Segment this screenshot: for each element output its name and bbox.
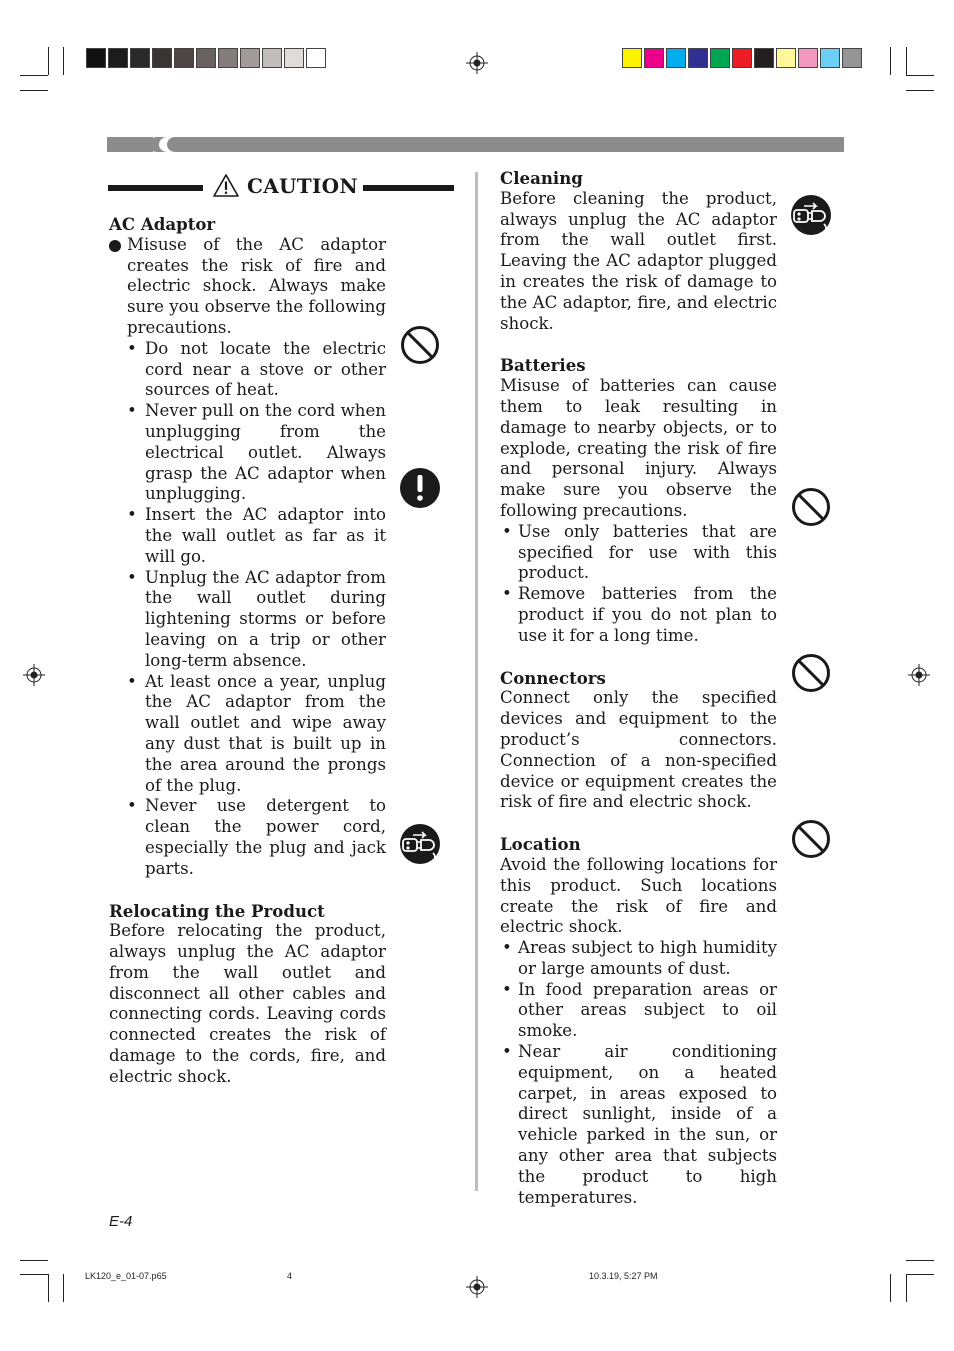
color-swatch	[688, 48, 708, 68]
color-swatch	[174, 48, 194, 68]
color-swatch	[622, 48, 642, 68]
registration-mark-icon	[23, 664, 45, 686]
prohibited-icon	[399, 324, 441, 366]
crop-mark	[906, 90, 934, 91]
batteries-precautions	[500, 522, 777, 647]
color-swatch	[710, 48, 730, 68]
crop-mark	[906, 1274, 934, 1275]
cleaning-heading: Cleaning	[500, 168, 583, 188]
ac-adaptor-heading: AC Adaptor	[109, 214, 216, 234]
ac-adaptor-intro-text: Misuse of the AC adaptor creates the risk of fire and electric shock. Always make sure you observe the following precautions.	[127, 234, 386, 337]
list-item: • Use only batteries that are specified for use with this product.	[500, 522, 777, 584]
column-divider	[475, 172, 478, 1191]
color-swatch	[196, 48, 216, 68]
footer-timestamp: 10.3.19, 5:27 PM	[589, 1271, 658, 1281]
list-item: • Remove batteries from the product if you do not plan to use it for a long time.	[500, 584, 777, 646]
header-bar-notch	[153, 137, 181, 152]
crop-mark	[906, 75, 934, 76]
list-item: • Insert the AC adaptor into the wall outlet as far as it will go.	[109, 505, 386, 567]
left-column	[109, 214, 386, 1088]
caution-rule-left	[108, 185, 203, 191]
crop-mark	[63, 47, 64, 75]
registration-mark-icon	[908, 664, 930, 686]
location-body: Avoid the following locations for this product. Such locations create the risk of fire and electric shock.	[500, 854, 777, 937]
color-swatch	[842, 48, 862, 68]
crop-mark	[48, 47, 49, 75]
header-bar	[180, 137, 844, 152]
list-item: • Do not locate the electric cord near a stove or other sources of heat.	[109, 339, 386, 401]
prohibited-icon	[790, 652, 832, 694]
unplug-icon	[399, 823, 441, 865]
header-bar-lead	[107, 137, 153, 152]
page-number: E-4	[109, 1213, 133, 1230]
bullet-dot	[109, 240, 121, 252]
connectors-body: Connect only the specified devices and equipment to the product’s connectors. Connection of a non-specified device or equipment creates the risk of fire and electric shock.	[500, 688, 777, 812]
list-item: • Never pull on the cord when unplugging from the electrical outlet. Always grasp the AC adaptor when unplugging.	[109, 401, 386, 505]
warning-triangle-icon	[212, 173, 240, 198]
relocating-body: Before relocating the product, always unplug the AC adaptor from the wall outlet and disconnect all other cables and connecting cords. Leaving cords connected creates the risk of damage to the cords, fire, and electric shock.	[109, 921, 386, 1086]
color-swatch	[798, 48, 818, 68]
ac-adaptor-intro	[109, 235, 386, 339]
prohibited-icon	[790, 486, 832, 528]
footer-filename: LK120_e_01-07.p65	[85, 1271, 167, 1281]
prohibited-icon	[790, 818, 832, 860]
location-list	[500, 938, 777, 1208]
connectors-heading: Connectors	[500, 667, 606, 688]
color-swatch	[776, 48, 796, 68]
color-swatch	[218, 48, 238, 68]
unplug-icon	[790, 194, 832, 236]
color-swatch	[306, 48, 326, 68]
crop-mark	[890, 1274, 891, 1302]
color-swatch	[86, 48, 106, 68]
cleaning-body: Before cleaning the product, always unplug the AC adaptor from the wall outlet first. Leaving the AC adaptor plugged in creates the risk of damage to the AC adaptor, fire, and electric shock.	[500, 188, 777, 333]
color-swatch	[240, 48, 260, 68]
batteries-body: Misuse of batteries can cause them to leak resulting in damage to nearby objects, or to explode, creating the risk of fire and personal injury. Always make sure you observe the following precautions.	[500, 376, 777, 520]
crop-mark	[20, 1260, 48, 1261]
crop-mark	[20, 90, 48, 91]
caution-rule-right	[363, 185, 454, 191]
crop-mark	[906, 1260, 934, 1261]
right-column	[500, 168, 777, 1208]
list-item: • In food preparation areas or other areas subject to oil smoke.	[500, 980, 777, 1042]
ac-adaptor-precautions	[109, 339, 386, 880]
crop-mark	[20, 75, 48, 76]
list-item: • Unplug the AC adaptor from the wall outlet during lightening storms or before leaving on a trip or other long-term absence.	[109, 568, 386, 672]
color-swatch	[820, 48, 840, 68]
list-item: • Near air conditioning equipment, on a heated carpet, in areas exposed to direct sunlight, inside of a vehicle parked in the sun, or any other area that subjects the product to high temperatures.	[500, 1042, 777, 1208]
registration-mark-icon	[466, 1276, 488, 1298]
color-swatch	[262, 48, 282, 68]
list-item: • Areas subject to high humidity or large amounts of dust.	[500, 938, 777, 980]
list-item: • Never use detergent to clean the power cord, especially the plug and jack parts.	[109, 796, 386, 879]
crop-mark	[890, 47, 891, 75]
color-swatch	[754, 48, 774, 68]
color-swatch	[130, 48, 150, 68]
color-swatch	[108, 48, 128, 68]
registration-mark-icon	[466, 52, 488, 74]
caution-title: CAUTION	[247, 174, 358, 198]
crop-mark	[63, 1274, 64, 1302]
list-item: • At least once a year, unplug the AC adaptor from the wall outlet and wipe away any dust that is built up in the area around the prongs of the plug.	[109, 672, 386, 797]
batteries-heading: Batteries	[500, 355, 586, 376]
color-swatch	[732, 48, 752, 68]
crop-mark	[906, 47, 907, 75]
relocating-heading: Relocating the Product	[109, 900, 325, 921]
crop-mark	[906, 1274, 907, 1302]
color-swatch	[644, 48, 664, 68]
footer-page: 4	[287, 1271, 293, 1281]
location-heading: Location	[500, 834, 581, 855]
crop-mark	[20, 1274, 48, 1275]
mandatory-exclamation-icon	[399, 467, 441, 509]
crop-mark	[48, 1274, 49, 1302]
color-swatch	[666, 48, 686, 68]
color-swatch	[284, 48, 304, 68]
color-swatch	[152, 48, 172, 68]
